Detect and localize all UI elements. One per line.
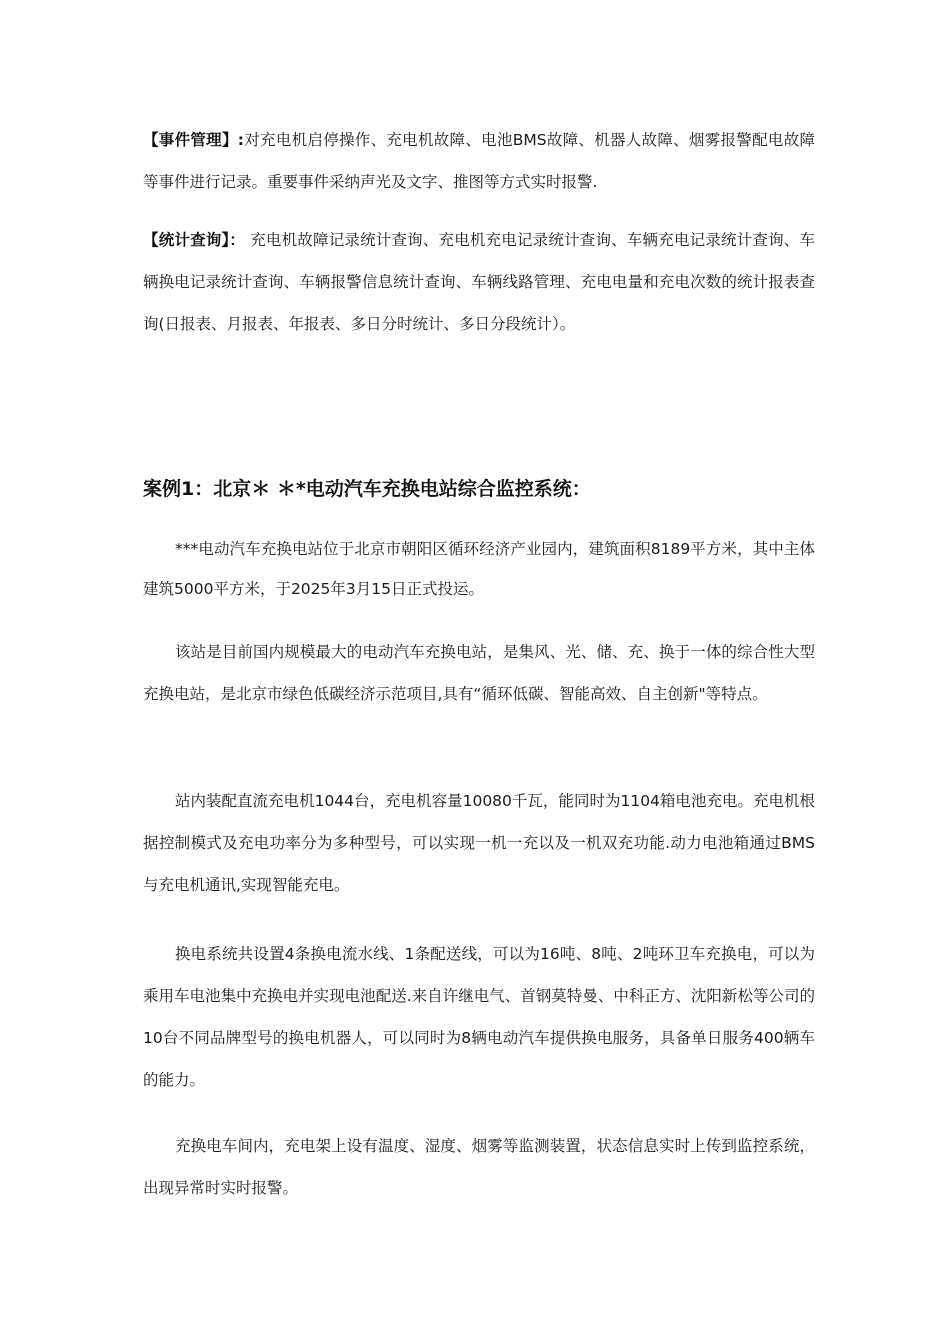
statistics-query-heading: 【统计查询】： <box>143 231 246 249</box>
case-title: 案例1：北京＊ ＊*电动汽车充换电站综合监控系统： <box>143 478 591 500</box>
event-management-heading: 【事件管理】: <box>143 131 244 149</box>
case-paragraph-scale: 该站是目前国内规模最大的电动汽车充换电站，是集风、光、储、充、换于一体的综合性大型充换电站，是北京市绿色低碳经济示范项目,具有“循环低碳、智能高效、自主创新"等特点。 <box>143 643 815 703</box>
statistics-query-paragraph <box>143 219 815 345</box>
case-paragraph-location: ***电动汽车充换电站位于北京市朝阳区循环经济产业园内，建筑面积8189平方米，其中主体建筑5000平方米，于2025年3月15日正式投运。 <box>143 540 815 598</box>
case-paragraph-monitoring: 充换电车间内，充电架上设有温度、湿度、烟雾等监测装置，状态信息实时上传到监控系统，出现异常时实时报警。 <box>143 1137 815 1197</box>
event-management-paragraph <box>143 119 815 203</box>
event-management-text: 对充电机启停操作、充电机故障、电池BMS故障、机器人故障、烟雾报警配电故障等事件进行记录。重要事件采纳声光及文字、推图等方式实时报警. <box>143 131 815 191</box>
case-paragraph-battery-swap: 换电系统共设置4条换电流水线、1条配送线，可以为16吨、8吨、2吨环卫车充换电，可以为乘用车电池集中充换电并实现电池配送.来自许继电气、首钢莫特曼、中科正方、沈阳新松等公司的10台不同品牌型号的换电机器人，可以同时为8辆电动汽车提供换电服务，具备单日服务400辆车的能力。 <box>143 945 815 1089</box>
case-paragraph-chargers: 站内装配直流充电机1044台，充电机容量10080千瓦，能同时为1104箱电池充电。充电机根据控制模式及充电功率分为多种型号，可以实现一机一充以及一机双充功能.动力电池箱通过BMS与充电机通讯,实现智能充电。 <box>143 792 815 894</box>
statistics-query-text: 充电机故障记录统计查询、充电机充电记录统计查询、车辆充电记录统计查询、车辆换电记录统计查询、车辆报警信息统计查询、车辆线路管理、充电电量和充电次数的统计报表查询(日报表、月报表、年报表、多日分时统计、多日分段统计）。 <box>143 231 815 333</box>
